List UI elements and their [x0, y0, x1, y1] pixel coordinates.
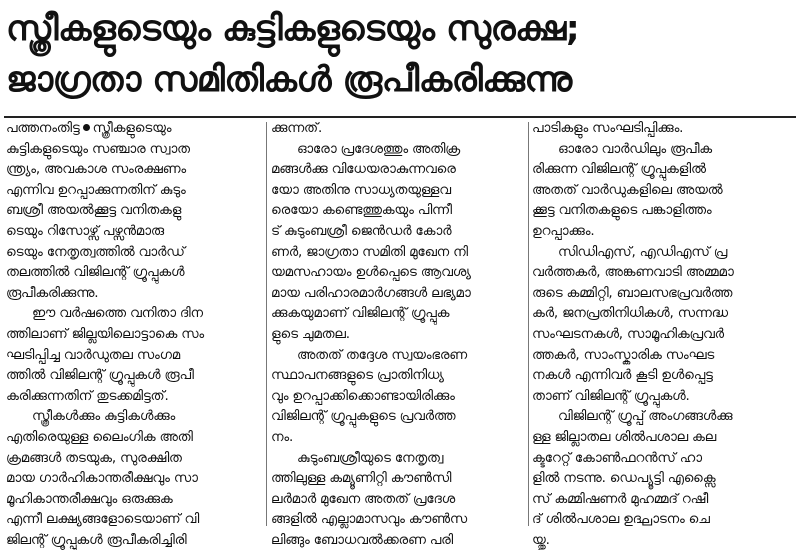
article-line: ബശ്രീ അയൽക്കൂട്ട വനിതകളു — [6, 202, 182, 219]
article-line: ക്രമങ്ങൾ തടയുക, സുരക്ഷിത — [6, 449, 182, 466]
article-line: ട് കുടുംബശ്രീ ജെൻഡർ കോർ — [271, 222, 452, 239]
article-line: ടെയും റിസോഴ്സ് പഴ്സൻമാരു — [6, 222, 164, 239]
article-line: യമസഹായം ഉൾപ്പെടെ ആവശ്യ — [271, 264, 471, 281]
article-line: എതിരെയുള്ള ലൈംഗിക അതി — [6, 428, 193, 445]
article-line: ക്കൂട്ട വനിതകളുടെ പങ്കാളിത്തം — [532, 202, 712, 219]
column-divider — [266, 122, 267, 526]
article-line: ക്കുകയുമാണ് വിജിലന്റ് ഗ്രൂപ്പുക — [271, 305, 450, 322]
article-line: സിഡിഎസ്, എഡിഎസ് പ്ര — [558, 243, 728, 260]
article-line: സ് കമ്മിഷണർ മുഹമ്മദ് റഷീ — [532, 490, 709, 507]
article-line: കുടുംബശ്രീയുടെ നേതൃത്വ — [297, 449, 444, 466]
article-line: അതത് വാർഡുകളിലെ അയൽ — [532, 181, 723, 198]
article-line: ന്ത്ര്യം, അവകാശ സംരക്ഷണം — [6, 161, 186, 178]
article-line: ള്ള ജില്ലാതല ശിൽപശാല കല — [532, 428, 717, 445]
article-line: പാടികളും സംഘടിപ്പിക്കും. — [532, 120, 684, 136]
article-line: ത്തകർ, സാംസ്കാരിക സംഘട — [532, 346, 715, 363]
column-divider — [528, 122, 529, 526]
article-line: യ്തു. — [532, 531, 550, 548]
article-line: ളിൽ നടന്നു. ഡെപ്യൂട്ടി എക്സൈ — [532, 470, 716, 487]
article-line: ക്കുന്നത്. — [271, 120, 323, 136]
article-line: താണ് വിജിലന്റ് ഗ്രൂപ്പുകൾ. — [532, 387, 690, 404]
article-line: ലർമാർ മുഖേന അതത് പ്രദേശ — [271, 490, 456, 507]
article-line: എന്നിവ ഉറപ്പാക്കുന്നതിന് കുടും — [6, 181, 186, 198]
article-line: ലിങ്ങും ബോധവൽക്കരണ പരി — [271, 531, 453, 548]
article-line: രൂപീകരിക്കുന്നു. — [6, 284, 99, 301]
article-line: മായ പരിഹാരമാർഗങ്ങൾ ലഭ്യമാ — [271, 284, 471, 301]
article-line: മങ്ങൾക്കു വിധേയരാകുന്നവരെ — [271, 161, 456, 178]
article-line: രെയോ കണ്ടെത്തുകയും പിന്നീ — [271, 202, 452, 219]
article-line: നകൾ എന്നിവർ കൂടി ഉൾപ്പെട്ട — [532, 367, 713, 384]
article-line: ത്തിലാണ് ജില്ലയിലൊട്ടാകെ സം — [6, 325, 204, 342]
article-column-2 — [271, 118, 525, 548]
article-line: ജിലന്റ് ഗ്രൂപ്പുകൾ രൂപീകരിച്ചിരി — [6, 531, 187, 548]
article-line: അതത് തദ്ദേശ സ്വയംഭരണ — [297, 346, 468, 363]
article-line-text: സ്ത്രീകളുടെയും — [92, 120, 172, 136]
headline-line-2: ജാഗ്രതാ സമിതികൾ രൂപീകരിക്കുന്നു — [6, 60, 572, 100]
article-line: രിക്കുന്ന വിജിലന്റ് ഗ്രൂപ്പുകളിൽ — [532, 161, 706, 178]
article-line: കർ, ജനപ്രതിനിധികൾ, സന്നദ്ധ — [532, 305, 728, 322]
article-line: മായ ഗാർഹികാന്തരീക്ഷവും സാ — [6, 470, 198, 487]
article-line: ഘടിപ്പിച്ച വാർഡുതല സംഗമ — [6, 346, 180, 363]
article-line: കരിക്കുന്നതിന് തുടക്കമിട്ടത്. — [6, 387, 169, 404]
article-line: വർത്തകർ, അങ്കണവാടി അമ്മമാ — [532, 264, 734, 281]
article-column-3 — [532, 118, 794, 548]
article-line: ദ് ശിൽപശാല ഉദ്ഘാടനം ചെ — [532, 511, 710, 528]
article-line: ളുടെ ചുമതല. — [271, 325, 350, 342]
article-line: രുടെ കമ്മിറ്റി, ബാലസഭപ്രവർത്ത — [532, 284, 733, 301]
article-line: സ്ഥാപനങ്ങളുടെ പ്രാതിനിധ്യ — [271, 367, 444, 384]
article-line: ഈ വർഷത്തെ വനിതാ ദിന — [32, 305, 203, 322]
article-line: ത്തിൽ വിജിലന്റ് ഗ്രൂപ്പുകൾ രൂപീ — [6, 367, 194, 384]
article-line: ഓരോ പ്രദേശത്തും അതിക്ര — [297, 140, 461, 157]
article-line: ങ്ങളിൽ എല്ലാമാസവും കൗൺസ — [271, 511, 468, 528]
article-column-1 — [6, 118, 262, 548]
article-line: തലത്തിൽ വിജിലന്റ് ഗ്രൂപ്പുകൾ — [6, 264, 185, 281]
article-line: വിജിലന്റ് ഗ്രൂപ്പ് അംഗങ്ങൾക്കു — [558, 408, 733, 425]
headline — [6, 4, 796, 106]
article-line: നം. — [271, 428, 294, 445]
article-line: സ്ത്രീകൾക്കും കുട്ടികൾക്കും — [32, 408, 176, 425]
headline-line-1: സ്ത്രീകളുടെയും കുട്ടികളുടെയും സുരക്ഷ; — [6, 9, 580, 49]
article-line: യോ അതിനു സാധ്യതയുള്ളവ — [271, 181, 451, 198]
article-line: എന്നീ ലക്ഷ്യങ്ങളോടെയാണ് വി — [6, 511, 200, 528]
article-line: ടെയും നേതൃത്വത്തിൽ വാർഡ് — [6, 243, 185, 260]
article-line: ക്ടറേറ്റ് കോൺഫറൻസ് ഹാ — [532, 449, 702, 466]
article-line: വും ഉറപ്പാക്കിക്കൊണ്ടായിരിക്കും — [271, 387, 455, 404]
article-line: വിജിലന്റ് ഗ്രൂപ്പുകളുടെ പ്രവർത്ത — [271, 408, 456, 425]
article-line: ഓരോ വാർഡിലും രൂപീക — [558, 140, 712, 157]
article-line: ണർ, ജാഗ്രതാ സമിതി മുഖേന നി — [271, 243, 468, 260]
dateline: പത്തനംതിട്ട — [6, 120, 80, 136]
article-line: സംഘടനകൾ, സാമൂഹികപ്രവർ — [532, 325, 724, 342]
article-line — [6, 118, 262, 139]
article-line: മൂഹികാന്തരീക്ഷവും ഒരുക്കുക — [6, 490, 173, 507]
bullet-icon — [83, 124, 90, 131]
article-line: ത്തിലുള്ള കമ്യൂണിറ്റി കൗൺസി — [271, 470, 452, 487]
article-line: ഉറപ്പാക്കും. — [532, 222, 595, 239]
article-line: കുട്ടികളുടെയും സഞ്ചാര സ്വാത — [6, 140, 190, 157]
